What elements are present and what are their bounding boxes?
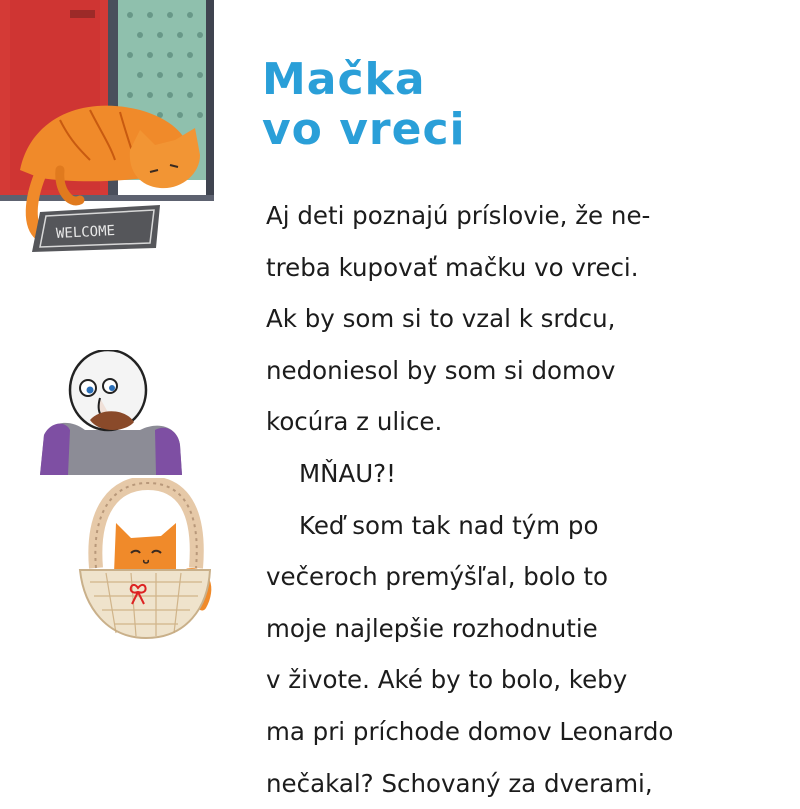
cat-on-welcome-mat-illustration [0,0,240,262]
story-line: nečakal? Schovaný za dverami, [266,768,653,798]
title-line-1: Mačka [262,54,426,105]
story-line: večeroch premýšľal, bolo to [266,562,609,592]
story-line: treba kupovať mačku vo vreci. [266,252,639,282]
story-line: Ak by som si to vzal k srdcu, [266,304,616,334]
story-line: Aj deti poznajú príslovie, že ne- [266,201,651,230]
story-line: Keď som tak nad tým po [299,510,599,540]
welcome-mat-text: WELCOME [55,222,116,243]
story-line: moje najlepšie rozhodnutie [266,613,598,643]
story-line: kocúra z ulice. [266,407,443,437]
story-line: v živote. Aké by to bolo, keby [266,665,628,695]
story-line: ma pri príchode domov Leonardo [266,716,674,746]
story-text [266,190,786,809]
basket-body [80,570,210,638]
story-line: MŇAU?! [299,458,396,488]
bald-man-illustration [30,350,190,475]
story-line: nedoniesol by som si domov [266,355,616,385]
cat-in-basket-illustration [76,478,216,650]
title-line-2: vo vreci [262,104,466,155]
page-title [262,55,466,155]
welcome-mat [32,205,160,252]
